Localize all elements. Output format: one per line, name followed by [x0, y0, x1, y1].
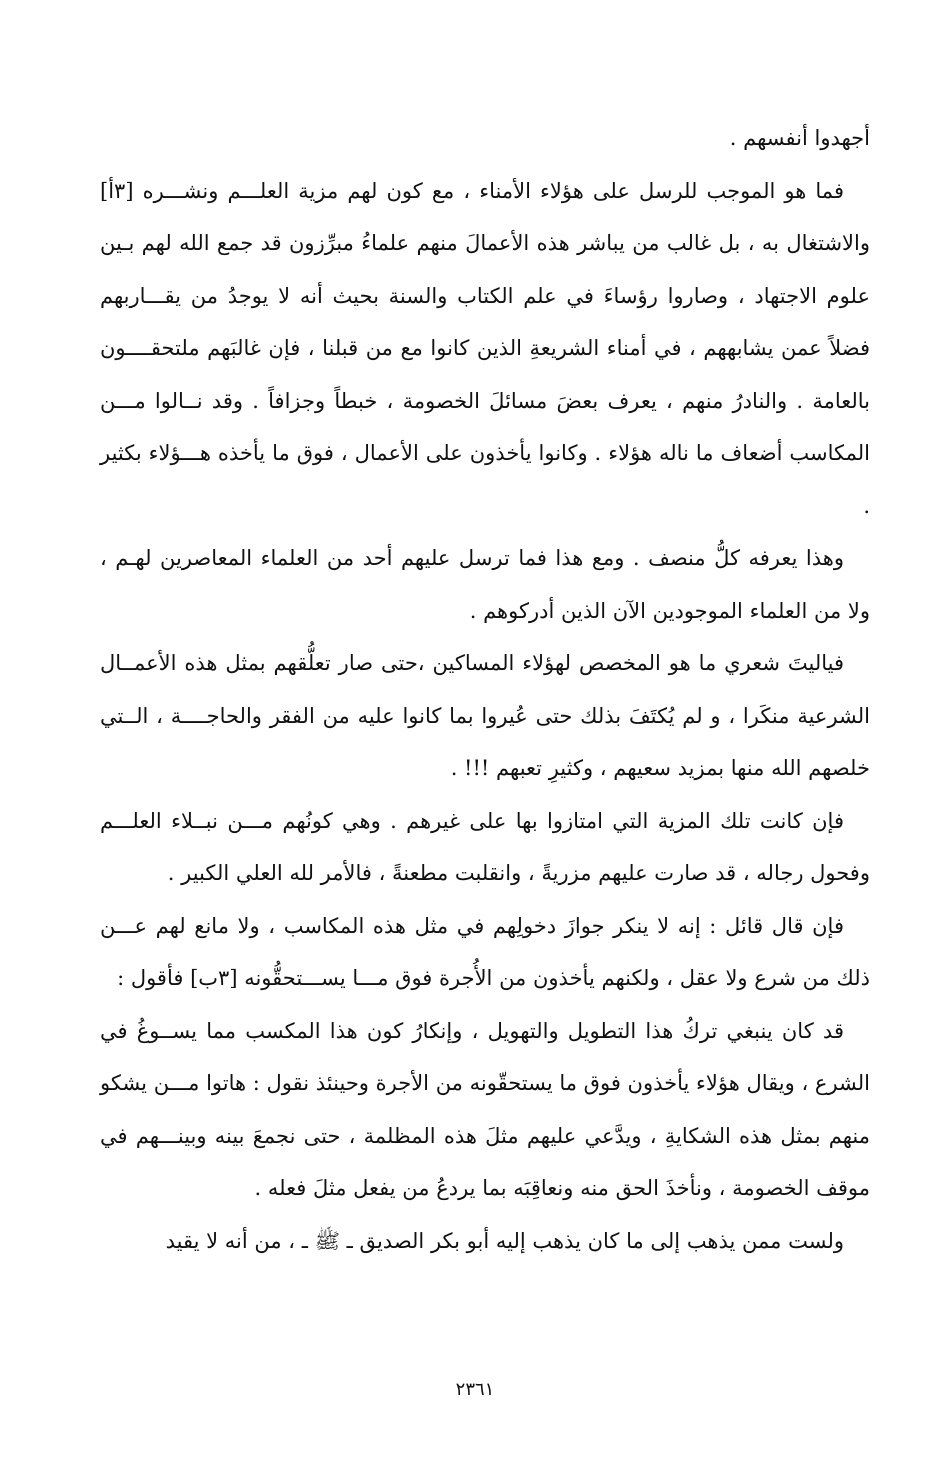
paragraph-4: فياليتَ شعري ما هو المخصص لهؤلاء المساكين ،حتى صار تعلُّقهم بمثل هذه الأعمــال الشرعية منكَرا ، و لم يُكتَفَ بذلك حتى عُيروا بما كانوا عليه من الفقر والحاجــــة ، الــتي خلصهم الله منها بمزيد سعيهم ، وكثيرِ تعبهم !!! .	[100, 651, 870, 780]
paragraph-3: وهذا يعرفه كلُّ منصف . ومع هذا فما ترسل عليهم أحد من العلماء المعاصرين لهـم ، ولا من العلماء الموجودين الآن الذين أدركوهم .	[100, 546, 870, 623]
paragraph-5: فإن كانت تلك المزية التي امتازوا بها على غيرهم . وهي كونُهم مـــن نبــلاء العلـــم وفحول رجاله ، قد صارت عليهم مزريةً ، وانقلبت مطعنةً ، فالأمر لله العلي الكبير .	[100, 808, 870, 885]
paragraph-2: فما هو الموجب للرسل على هؤلاء الأمناء ، مع كون لهم مزية العلـــم ونشـــره [٣أ] والاشتغال به ، بل غالب من يباشر هذه الأعمالَ منهم علماءُ مبرِّزون قد جمع الله لهم بـين علوم الاجتهاد ، وصاروا رؤساءَ في علم الكتاب والسنة بحيث أنه لا يوجدُ من يقـــاربهم فضلاً عمن يشابههم ، في أمناء الشريعةِ الذين كانوا مع من قبلنا ، فإن غالبَهم ملتحقــــون بالعامة . والنادرُ منهم ، يعرف بعضَ مسائلَ الخصومة ، خبطاً وجزافاً . وقد نــالوا مـــن المكاسب أضعاف ما ناله هؤلاء . وكانوا يأخذون على الأعمال ، فوق ما يأخذه هـــؤلاء بكثير .	[100, 178, 870, 518]
paragraph-8: ولست ممن يذهب إلى ما كان يذهب إليه أبو بكر الصديق ـ ﷺ ـ ، من أنه لا يقيد	[165, 1228, 844, 1253]
page-number: ٢٣٦١	[455, 1379, 495, 1400]
paragraph-1: أجهدوا أنفسهم .	[729, 126, 870, 150]
page-body	[100, 112, 870, 1267]
paragraph-6: فإن قال قائل : إنه لا ينكر جوازَ دخولِهم في مثل هذه المكاسب ، ولا مانع لهم عـــن ذلك من شرع ولا عقل ، ولكنهم يأخذون من الأُجرة فوق مـــا يســـتحقُّونه [٣ب] فأقول :	[100, 913, 870, 990]
paragraph-7: قد كان ينبغي تركُ هذا التطويل والتهويل ، وإنكارُ كون هذا المكسب مما يســوغُ في الشرع ، ويقال هؤلاء يأخذون فوق ما يستحقّونه من الأجرة وحينئذ نقول : هاتوا مـــن يشكو منهم بمثل هذه الشكايةِ ، ويدَّعي عليهم مثلَ هذه المظلمة ، حتى نجمعَ بينه وبينـــهم في موقف الخصومة ، ونأخذَ الحق منه ونعاقِبَه بما يردعُ من يفعل مثلَ فعله .	[100, 1018, 870, 1200]
